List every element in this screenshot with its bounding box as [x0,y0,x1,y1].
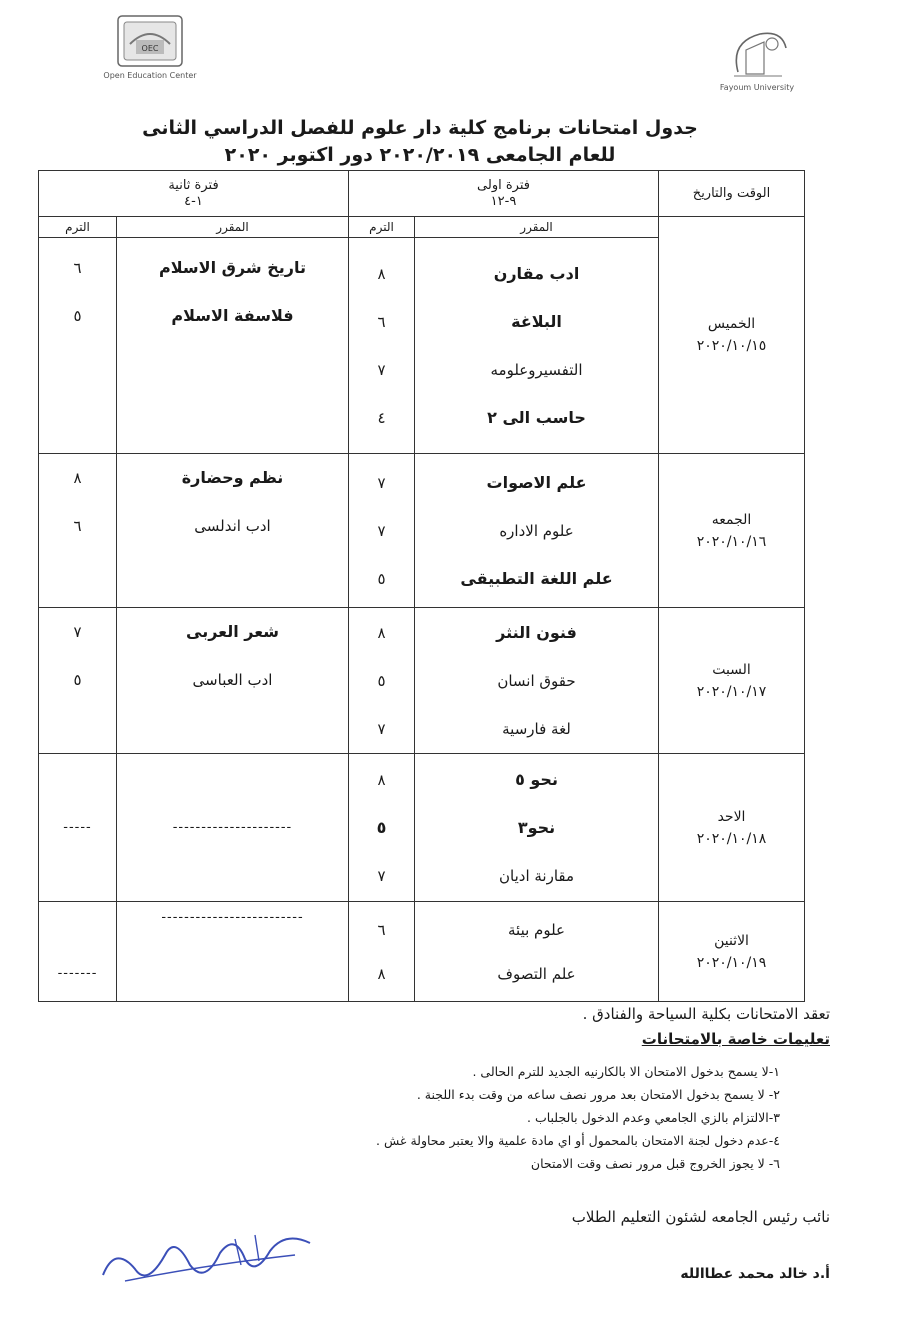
period1-terms: ٨ ٥ ٧ [349,608,415,754]
list-item: التفسيروعلومه [490,360,583,379]
fayoum-university-logo-icon [720,22,795,94]
list-item: ١-لا يسمح بدخول الامتحان الا بالكارنيه الجديد للترم الحالى . [472,1064,780,1079]
header-period-2: فترة ثانية ١-٤ [39,171,349,217]
day-cell: الاحد ٢٠٢٠/١٠/١٨ [659,754,805,902]
oec-badge: OEC [141,44,159,53]
period2-courses [117,238,349,454]
list-item: نحو٣ [517,817,556,837]
day-cell: الاثنين ٢٠٢٠/١٠/١٩ [659,902,805,1002]
period2-terms: ٧ ٥ [39,608,117,754]
list-item: علم اللغة التطبيقى [460,568,613,588]
day-cell: الخميس ٢٠٢٠/١٠/١٥ [659,217,805,454]
list-item: علم الاصوات [486,472,587,492]
period2-courses [117,608,349,754]
period1-courses [415,902,659,1002]
open-education-center-logo-icon [100,14,200,86]
period1-courses [415,754,659,902]
period2-terms: ٦ ٥ [39,238,117,454]
period1-terms: ٨ ٦ ٧ ٤ [349,238,415,454]
period1-terms: ٨ ٥ ٧ [349,754,415,902]
period1-terms: ٦ ٨ [349,902,415,1002]
list-item: مقارنة اديان [499,866,575,885]
day-cell: الجمعه ٢٠٢٠/١٠/١٦ [659,454,805,608]
list-item: ادب مقارن [493,263,580,283]
left-logo-caption: Open Education Center [103,71,197,80]
period2-empty-term: ----- [39,754,117,902]
instructions-title: تعليمات خاصة بالامتحانات [641,1030,830,1048]
header-time-date: الوقت والتاريخ [659,171,805,217]
day-cell: السبت ٢٠٢٠/١٠/١٧ [659,608,805,754]
col-term-1: الترم [349,217,415,238]
period2-courses [117,454,349,608]
header-period-1: فترة اولى ٩-١٢ [349,171,659,217]
right-logo-caption: Fayoum University [720,83,795,92]
list-item: ادب اندلسى [194,517,271,535]
exam-schedule-table [38,170,805,1002]
col-term-2: الترم [39,217,117,238]
list-item: نحو ٥ [515,769,558,789]
list-item: فلاسفة الاسلام [171,306,294,325]
list-item: ادب العباسى [192,671,273,689]
list-item: لغة فارسية [502,719,571,738]
list-item: حقوق انسان [497,671,576,690]
period1-courses [415,454,659,608]
list-item: نظم وحضارة [181,468,284,487]
page-subtitle: للعام الجامعى ٢٠٢٠/٢٠١٩ دور اكتوبر ٢٠٢٠ [224,144,616,166]
list-item: ٣-الالتزام بالزي الجامعي وعدم الدخول بالجلباب . [527,1110,780,1125]
list-item: علم التصوف [497,964,576,983]
period2-terms: ٨ ٦ [39,454,117,608]
list-item: البلاغة [511,311,562,331]
instructions-list [80,1060,780,1175]
venue-note: تعقد الامتحانات بكلية السياحة والفنادق . [582,1005,830,1023]
col-course-1: المقرر [415,217,659,238]
list-item: علوم بيئة [508,920,566,939]
list-item: ٢- لا يسمح بدخول الامتحان بعد مرور نصف ساعه من وقت بدء اللجنة . [416,1087,780,1102]
list-item: شعر العربى [186,622,279,641]
period2-empty: ------------------------- [117,902,349,1002]
period1-courses [415,608,659,754]
list-item: حاسب الى ٢ [487,407,586,427]
list-item: فنون النثر [496,622,577,642]
handwritten-signature-icon [95,1225,325,1295]
period2-empty-term: ------- [39,902,117,1002]
page-title: جدول امتحانات برنامج كلية دار علوم للفصل الدراسي الثانى [142,117,698,139]
list-item: ٦- لا يجوز الخروج قبل مرور نصف وقت الامتحان [530,1156,780,1171]
signer-name: أ.د خالد محمد عطاالله [680,1266,830,1282]
list-item: علوم الاداره [499,521,574,540]
col-course-2: المقرر [117,217,349,238]
period2-empty: --------------------- [117,754,349,902]
list-item: تاريخ شرق الاسلام [159,258,306,277]
signer-title: نائب رئيس الجامعه لشئون التعليم الطلاب [571,1208,830,1226]
period1-terms: ٧ ٧ ٥ [349,454,415,608]
period1-courses [415,238,659,454]
list-item: ٤-عدم دخول لجنة الامتحان بالمحمول أو اي مادة علمية والا يعتبر محاولة غش . [376,1133,780,1148]
